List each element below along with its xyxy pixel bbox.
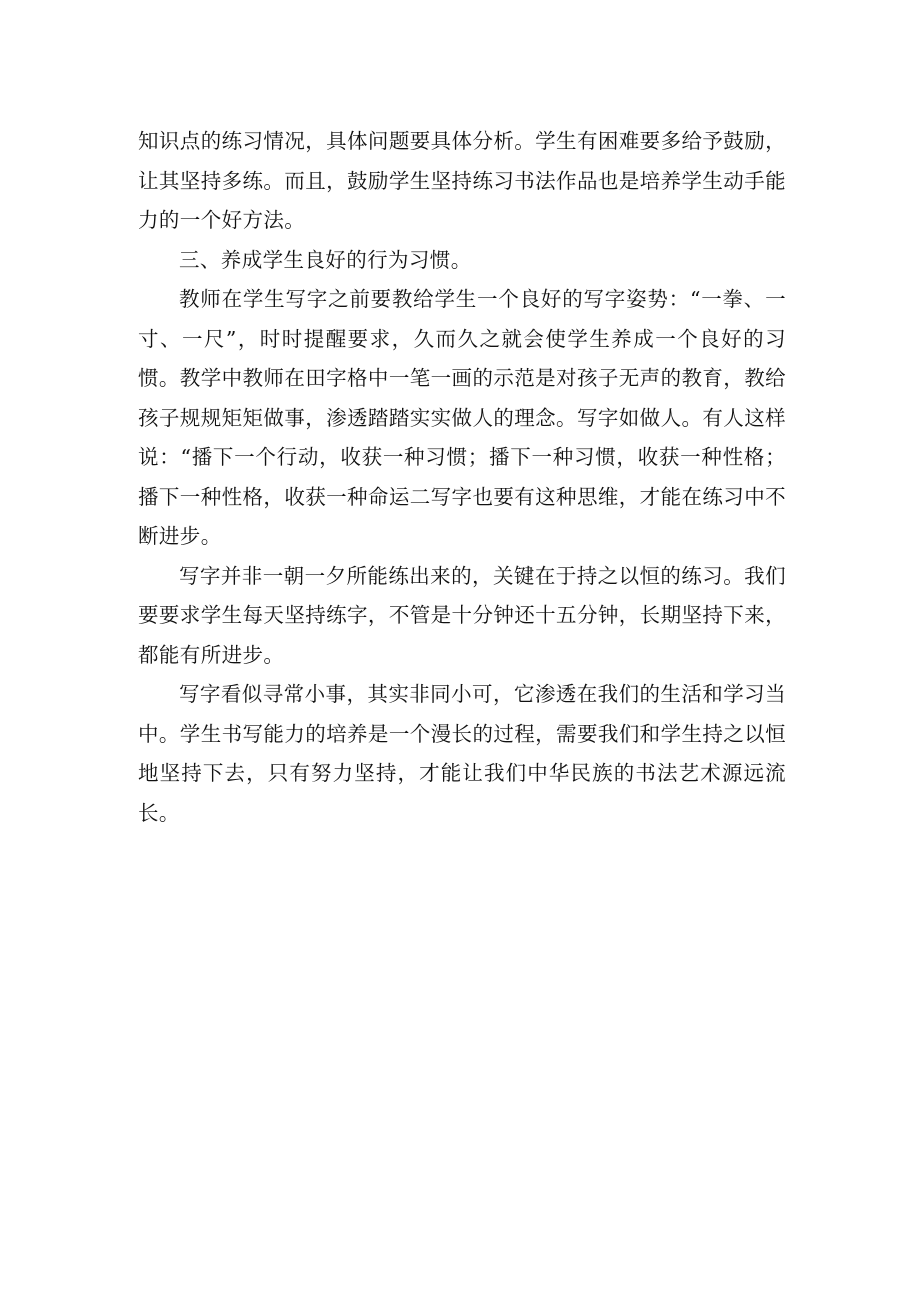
paragraph-writing-posture: 教师在学生写字之前要教给学生一个良好的写字姿势：“一拳、一寸、一尺”，时时提醒要求，久而久之就会使学生养成一个良好的习惯。教学中教师在田字格中一笔一画的示范是对孩子无声的教育，教给孩子规规矩矩做事，渗透踏踏实实做人的理念。写字如做人。有人这样说：“播下一个行动，收获一种习惯；播下一种习惯，收获一种性格；播下一种性格，收获一种命运二写字也要有这种思维，才能在练习中不断进步。 bbox=[138, 287, 786, 548]
paragraph-daily-practice: 写字并非一朝一夕所能练出来的，关键在于持之以恒的练习。我们要要求学生每天坚持练字，不管是十分钟还十五分钟，长期坚持下来，都能有所进步。 bbox=[138, 563, 786, 667]
document-body bbox=[138, 122, 786, 833]
paragraph-continued: 知识点的练习情况，具体问题要具体分析。学生有困难要多给予鼓励，让其坚持多练。而且，鼓励学生坚持练习书法作品也是培养学生动手能力的一个好方法。 bbox=[138, 129, 786, 232]
section-heading: 三、养成学生良好的行为习惯。 bbox=[179, 247, 472, 272]
paragraph-conclusion: 写字看似寻常小事，其实非同小可，它渗透在我们的生活和学习当中。学生书写能力的培养是一个漫长的过程，需要我们和学生持之以恒地坚持下去，只有努力坚持，才能让我们中华民族的书法艺术源远流长。 bbox=[138, 682, 786, 825]
